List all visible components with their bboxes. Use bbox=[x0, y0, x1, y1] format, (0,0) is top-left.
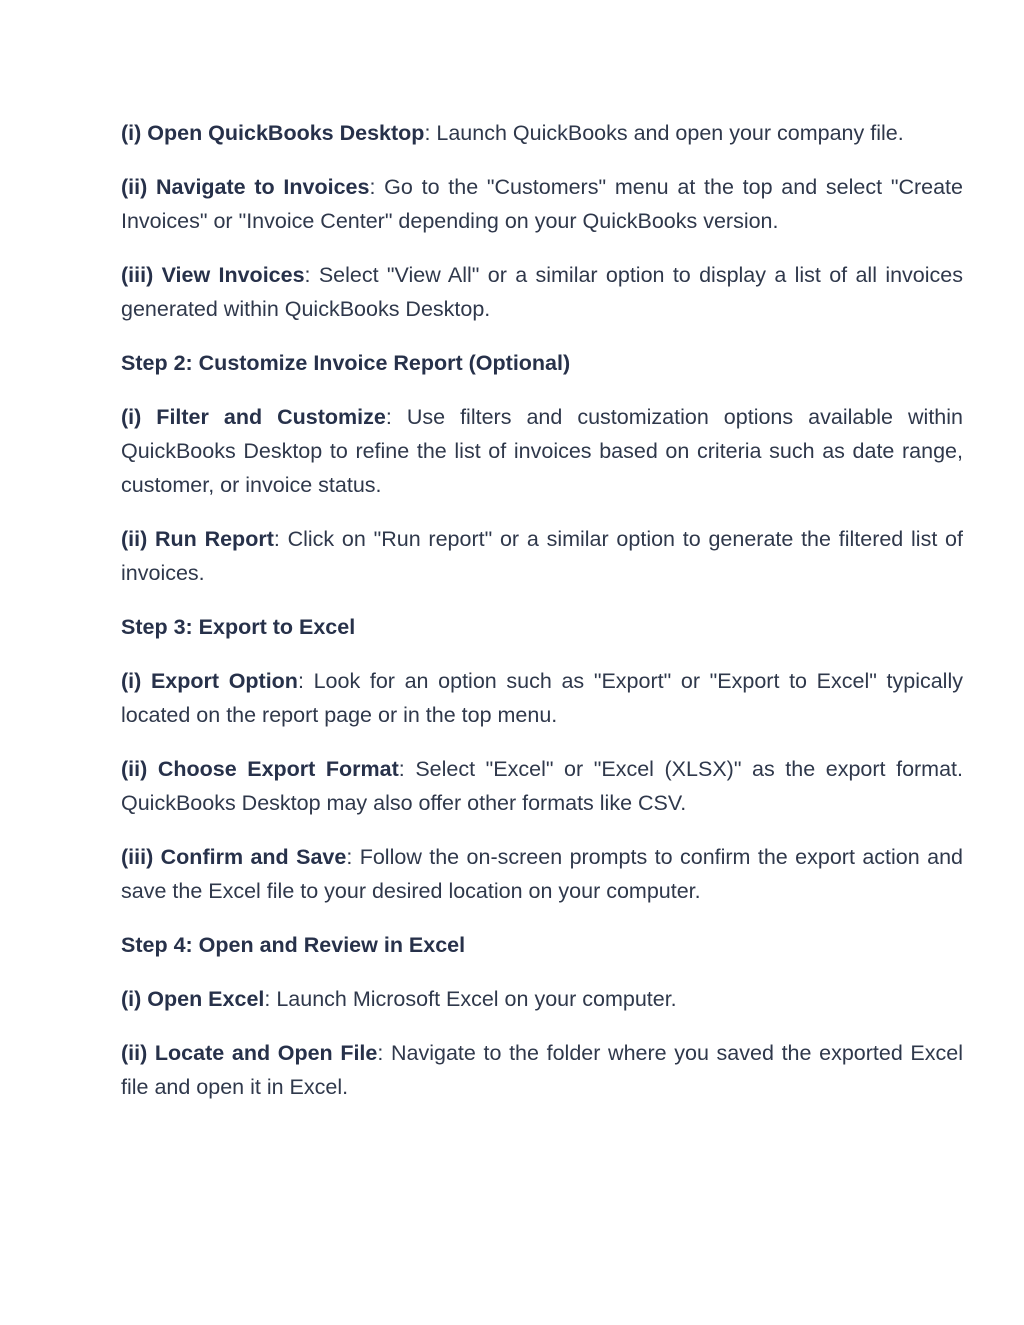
item-text: : Launch QuickBooks and open your company file. bbox=[424, 121, 904, 145]
step-filter-customize bbox=[121, 400, 963, 502]
item-label: (iii) Confirm and Save bbox=[121, 845, 347, 869]
step-view-invoices bbox=[121, 258, 963, 326]
step-run-report bbox=[121, 522, 963, 590]
item-label: (ii) Choose Export Format bbox=[121, 757, 399, 781]
section-heading-step-4: Step 4: Open and Review in Excel bbox=[121, 933, 466, 957]
step-open-excel bbox=[121, 982, 963, 1016]
item-text: : Go to the "Customers" menu at the top and select "Create Invoices" or "Invoice Center" depending on your QuickBooks version. bbox=[121, 175, 963, 233]
item-text: : Select "View All" or a similar option to display a list of all invoices generated within QuickBooks Desktop. bbox=[121, 263, 963, 321]
item-label: (i) Open QuickBooks Desktop bbox=[121, 121, 425, 145]
item-label: (ii) Navigate to Invoices bbox=[121, 175, 370, 199]
item-text: : Follow the on-screen prompts to confirm the export action and save the Excel file to your desired location on your computer. bbox=[121, 845, 963, 903]
item-label: (ii) Run Report bbox=[121, 527, 274, 551]
step-open-quickbooks bbox=[121, 116, 963, 150]
item-text: : Select "Excel" or "Excel (XLSX)" as the export format. QuickBooks Desktop may also offer other formats like CSV. bbox=[121, 757, 963, 815]
item-text: : Launch Microsoft Excel on your computer. bbox=[264, 987, 677, 1011]
step-export-option bbox=[121, 664, 963, 732]
section-heading-step-2: Step 2: Customize Invoice Report (Optional) bbox=[121, 351, 571, 375]
item-label: (i) Filter and Customize bbox=[121, 405, 386, 429]
step-choose-export-format bbox=[121, 752, 963, 820]
step-locate-open-file bbox=[121, 1036, 963, 1104]
section-heading-step-3: Step 3: Export to Excel bbox=[121, 615, 356, 639]
item-label: (i) Export Option bbox=[121, 669, 298, 693]
item-label: (ii) Locate and Open File bbox=[121, 1041, 378, 1065]
item-label: (i) Open Excel bbox=[121, 987, 265, 1011]
item-text: : Navigate to the folder where you saved the exported Excel file and open it in Excel. bbox=[121, 1041, 964, 1099]
item-text: : Click on "Run report" or a similar option to generate the filtered list of invoices. bbox=[121, 527, 963, 585]
document-page bbox=[121, 116, 963, 1124]
step-navigate-invoices bbox=[121, 170, 963, 238]
item-text: : Use filters and customization options available within QuickBooks Desktop to refine the list of invoices based on criteria such as date range, customer, or invoice status. bbox=[121, 405, 963, 497]
item-label: (iii) View Invoices bbox=[121, 263, 305, 287]
item-text: : Look for an option such as "Export" or "Export to Excel" typically located on the report page or in the top menu. bbox=[121, 669, 963, 727]
step-confirm-save bbox=[121, 840, 963, 908]
